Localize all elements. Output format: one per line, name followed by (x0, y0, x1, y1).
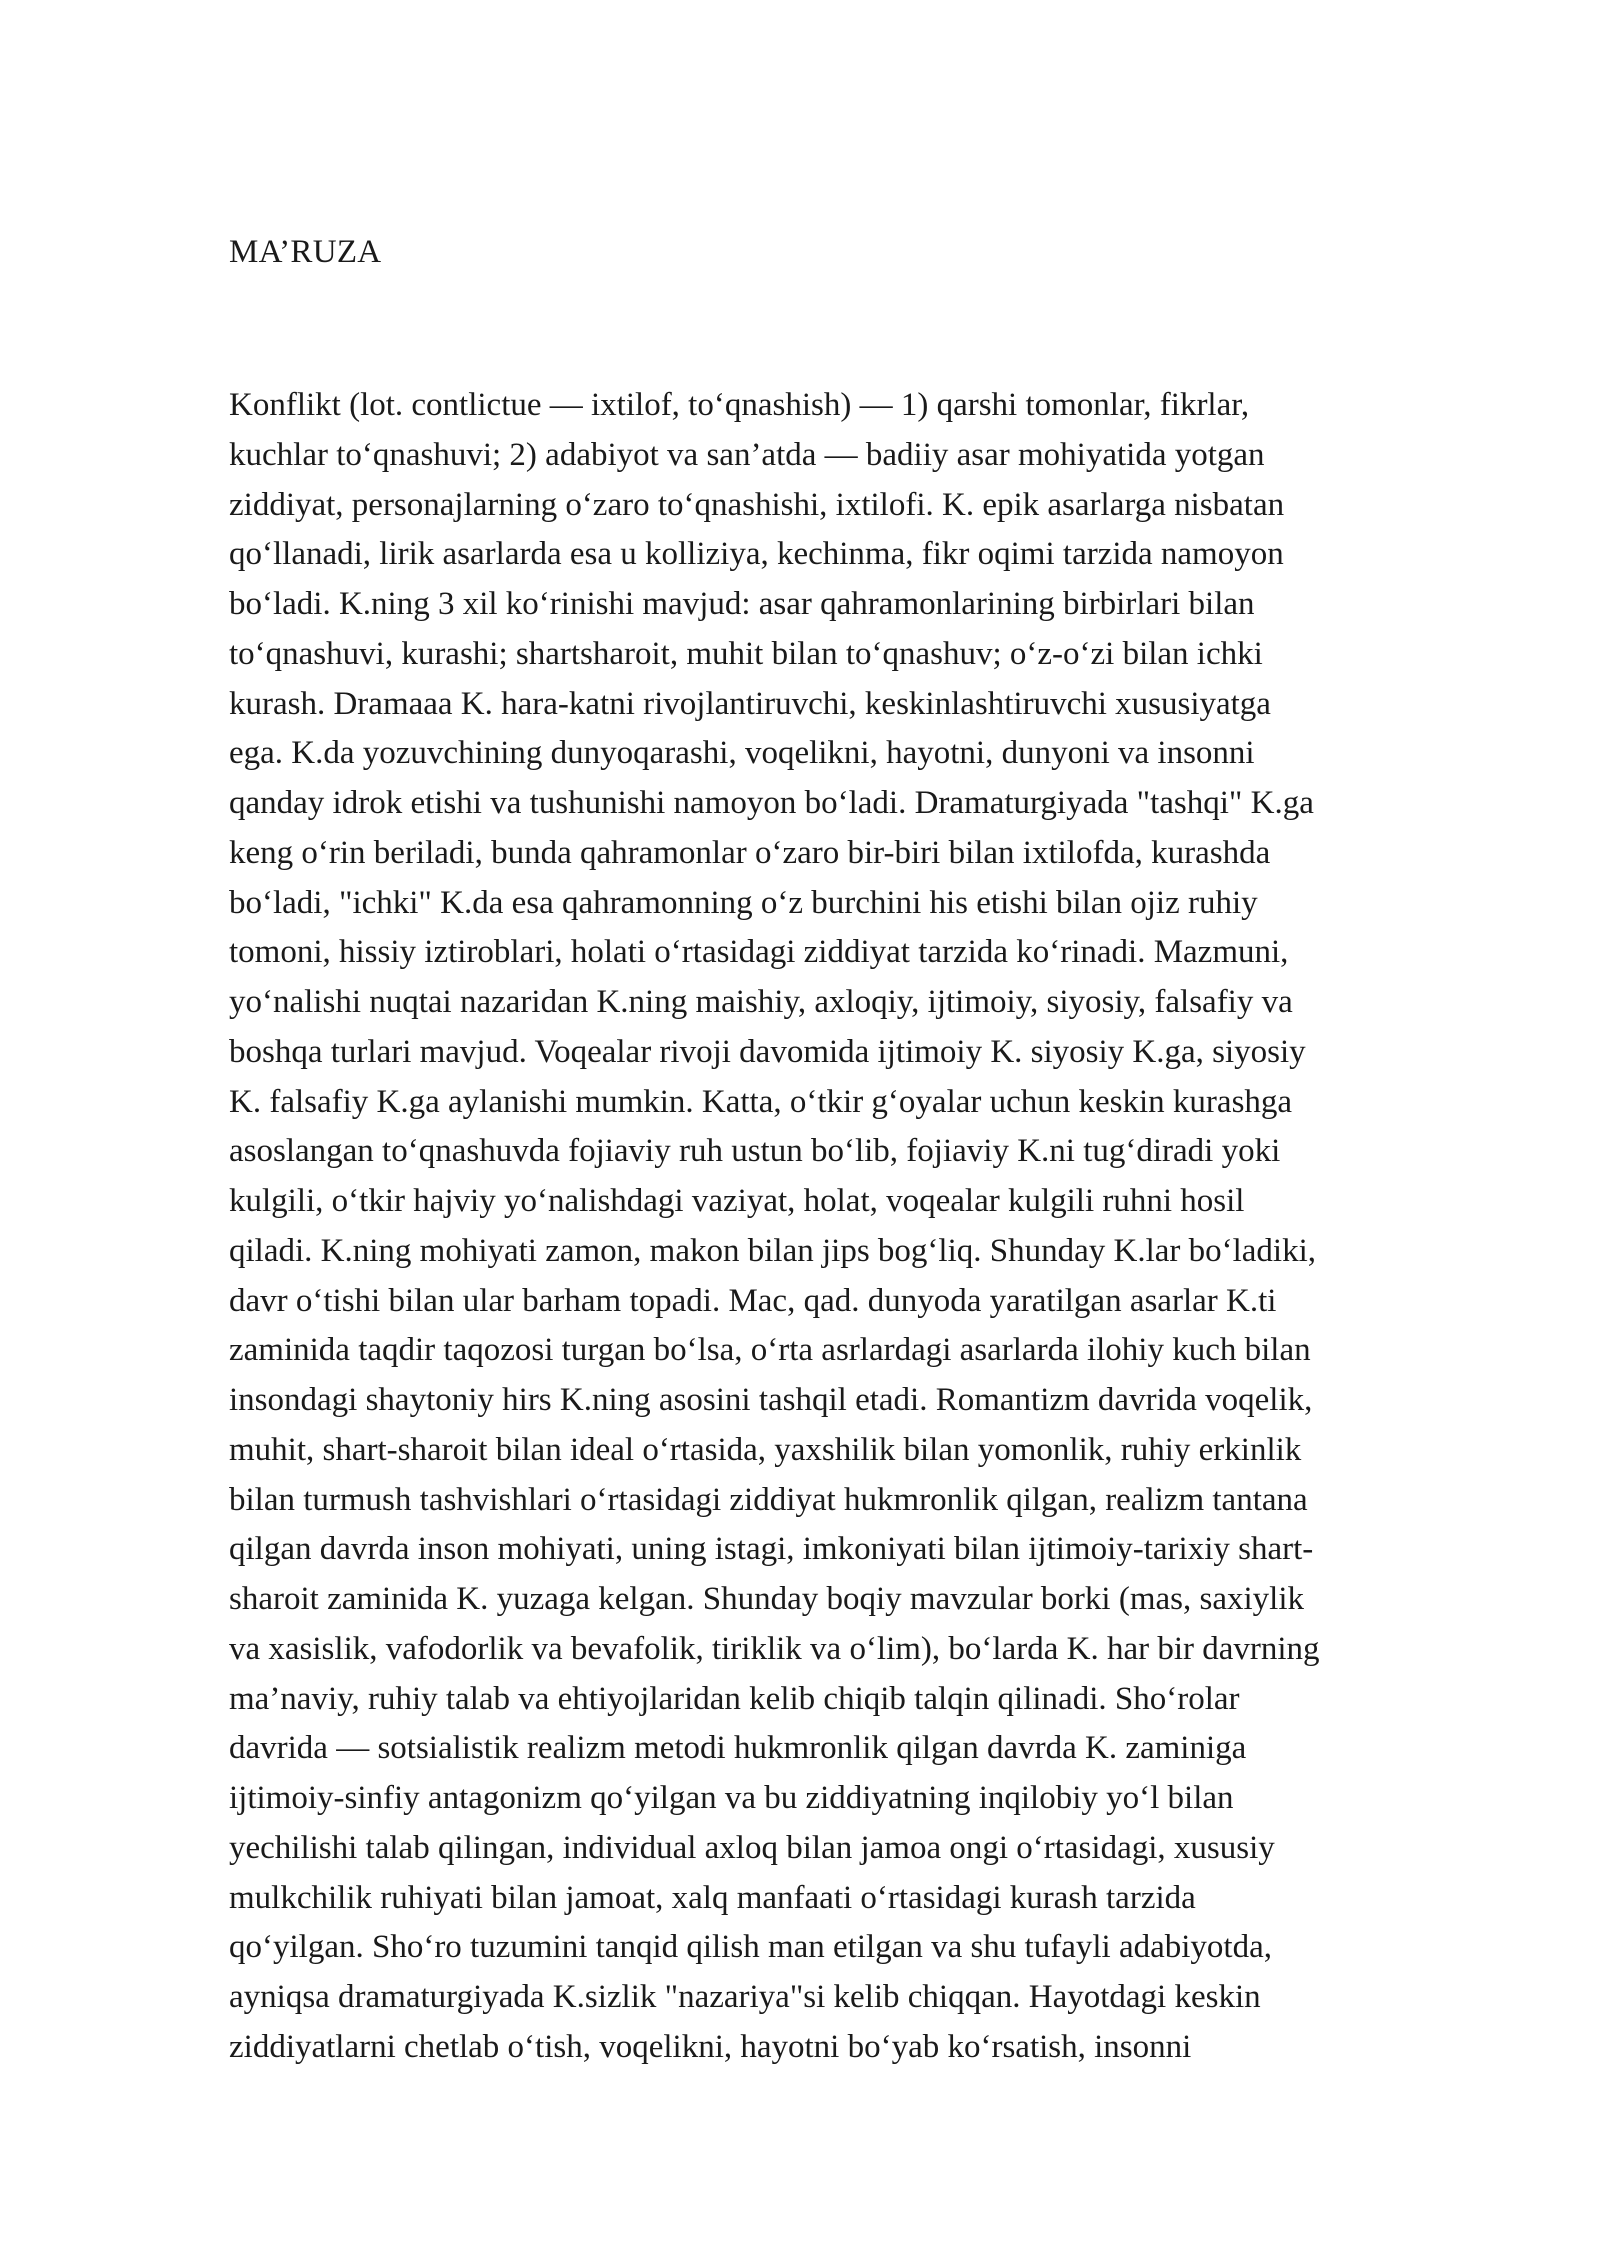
text-line: sharoit zaminida K. yuzaga kelgan. Shunday boqiy mavzular borki (mas, saxiylik (229, 1581, 1304, 1617)
text-line: kulgili, o‘tkir hajviy yo‘nalishdagi vaziyat, holat, voqealar kulgili ruhni hosil (229, 1183, 1245, 1219)
text-line: yechilishi talab qilingan, individual axloq bilan jamoa ongi o‘rtasidagi, xususiy (229, 1829, 1275, 1866)
text-line: boshqa turlari mavjud. Voqealar rivoji davomida ijtimoiy K. siyosiy K.ga, siyosiy (229, 1033, 1306, 1070)
text-line: davrida — sotsialistik realizm metodi hukmronlik qilgan davrda K. zaminiga (229, 1730, 1247, 1767)
text-line: K. falsafiy K.ga aylanishi mumkin. Katta, o‘tkir g‘oyalar uchun keskin kurashga (229, 1083, 1293, 1120)
text-line: bo‘ladi. K.ning 3 xil ko‘rinishi mavjud: asar qahramonlarining birbirlari bilan (229, 586, 1255, 622)
text-line: ma’naviy, ruhiy talab va ehtiyojlaridan kelib chiqib talqin qilinadi. Sho‘rolar (229, 1680, 1240, 1717)
text-line: kurash. Dramaaa K. hara-katni rivojlantiruvchi, keskinlashtiruvchi xususiyatga (229, 685, 1271, 722)
text-line: insondagi shaytoniy hirs K.ning asosini tashqil etadi. Romantizm davrida voqelik, (229, 1382, 1313, 1418)
text-line: yo‘nalishi nuqtai nazaridan K.ning maishiy, axloqiy, ijtimoiy, siyosiy, falsafiy va (229, 984, 1293, 1020)
text-line: to‘qnashuvi, kurashi; shartsharoit, muhit bilan to‘qnashuv; o‘z-o‘zi bilan ichki (229, 635, 1263, 672)
text-line: ega. K.da yozuvchining dunyoqarashi, voqelikni, hayotni, dunyoni va insonni (229, 735, 1255, 772)
text-line: qilgan davrda inson mohiyati, uning istagi, imkoniyati bilan ijtimoiy-tarixiy shart- (229, 1531, 1314, 1568)
text-line: mulkchilik ruhiyati bilan jamoat, xalq manfaati o‘rtasidagi kurash tarzida (229, 1879, 1196, 1916)
text-line: keng o‘rin beriladi, bunda qahramonlar o‘zaro bir-biri bilan ixtilofda, kurashda (229, 834, 1271, 871)
text-line: muhit, shart-sharoit bilan ideal o‘rtasida, yaxshilik bilan yomonlik, ruhiy erkinlik (229, 1431, 1302, 1468)
text-line: davr o‘tishi bilan ular barham topadi. Mac, qad. dunyoda yaratilgan asarlar K.ti (229, 1282, 1277, 1319)
text-line: ziddiyat, personajlarning o‘zaro to‘qnashishi, ixtilofi. K. epik asarlarga nisbatan (229, 486, 1285, 523)
text-line: asoslangan to‘qnashuvda fojiaviy ruh ustun bo‘lib, fojiaviy K.ni tug‘diradi yoki (229, 1133, 1281, 1170)
page-title: MA’RUZA (229, 234, 382, 270)
text-line: ziddiyatlarni chetlab o‘tish, voqelikni, hayotni bo‘yab ko‘rsatish, insonni (229, 2028, 1192, 2065)
text-line: qiladi. K.ning mohiyati zamon, makon bilan jips bog‘liq. Shunday K.lar bo‘ladiki, (229, 1232, 1317, 1269)
text-line: bo‘ladi, "ichki" K.da esa qahramonning o‘z burchini his etishi bilan ojiz ruhiy (229, 884, 1258, 921)
text-line: bilan turmush tashvishlari o‘rtasidagi ziddiyat hukmronlik qilgan, realizm tantana (229, 1481, 1308, 1518)
text-line: qo‘yilgan. Sho‘ro tuzumini tanqid qilish man etilgan va shu tufayli adabiyotda, (229, 1929, 1272, 1966)
text-line: ayniqsa dramaturgiyada K.sizlik "nazariya"si kelib chiqqan. Hayotdagi keskin (229, 1979, 1261, 2015)
text-line: kuchlar to‘qnashuvi; 2) adabiyot va san’atda — badiiy asar mohiyatida yotgan (229, 436, 1265, 473)
body-paragraph (229, 381, 1529, 2073)
text-line: ijtimoiy-sinfiy antagonizm qo‘yilgan va bu ziddiyatning inqilobiy yo‘l bilan (229, 1780, 1234, 1816)
text-line: qanday idrok etishi va tushunishi namoyon bo‘ladi. Dramaturgiyada "tashqi" K.ga (229, 785, 1314, 821)
text-line: Konflikt (lot. contlictue — ixtilof, to‘qnashish) — 1) qarshi tomonlar, fikrlar, (229, 387, 1250, 423)
text-line: zaminida taqdir taqozosi turgan bo‘lsa, o‘rta asrlardagi asarlarda ilohiy kuch bilan (229, 1332, 1311, 1369)
text-line: qo‘llanadi, lirik asarlarda esa u kolliziya, kechinma, fikr oqimi tarzida namoyon (229, 536, 1284, 573)
text-line: va xasislik, vafodorlik va bevafolik, tiriklik va o‘lim), bo‘larda K. har bir davrning (229, 1630, 1320, 1667)
text-line: tomoni, hissiy iztiroblari, holati o‘rtasidagi ziddiyat tarzida ko‘rinadi. Mazmuni, (229, 934, 1289, 971)
